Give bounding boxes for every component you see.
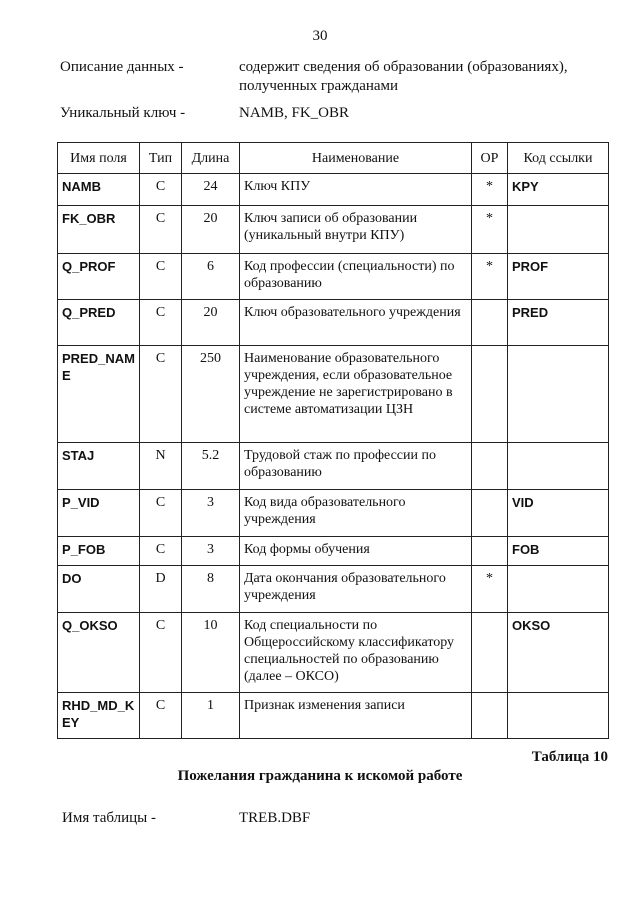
table-name-row bbox=[62, 810, 311, 827]
field-length-cell: 5.2 bbox=[182, 443, 240, 490]
field-length-cell: 10 bbox=[182, 613, 240, 693]
table-row bbox=[58, 206, 609, 254]
table-name-value: TREB.DBF bbox=[239, 810, 311, 826]
table-row bbox=[58, 346, 609, 443]
field-required-cell: * bbox=[472, 206, 508, 254]
field-required-cell bbox=[472, 490, 508, 537]
field-type-cell: C bbox=[140, 346, 182, 443]
table-row bbox=[58, 490, 609, 537]
field-length-cell: 20 bbox=[182, 206, 240, 254]
field-reference-cell bbox=[508, 443, 609, 490]
field-required-cell: * bbox=[472, 566, 508, 613]
field-description-cell: Наименование образовательного учреждения, если образовательное учреждение не зарегистрировано в системе автоматизации ЦЗН bbox=[240, 346, 472, 443]
field-type-cell: C bbox=[140, 206, 182, 254]
header-length: Длина bbox=[182, 143, 240, 174]
field-description-cell: Ключ образовательного учреждения bbox=[240, 300, 472, 346]
field-required-cell bbox=[472, 537, 508, 566]
field-length-cell: 20 bbox=[182, 300, 240, 346]
unique-key-label: Уникальный ключ - bbox=[60, 105, 186, 121]
field-required-cell bbox=[472, 346, 508, 443]
field-required-cell bbox=[472, 613, 508, 693]
field-reference-cell: PRED bbox=[508, 300, 609, 346]
field-reference-cell bbox=[508, 346, 609, 443]
field-description-cell: Трудовой стаж по профессии по образованию bbox=[240, 443, 472, 490]
field-reference-cell bbox=[508, 693, 609, 739]
field-name-cell: FK_OBR bbox=[58, 206, 140, 254]
table-name-label: Имя таблицы - bbox=[62, 810, 156, 826]
field-type-cell: C bbox=[140, 693, 182, 739]
header-required: ОР bbox=[472, 143, 508, 174]
field-description-cell: Код формы обучения bbox=[240, 537, 472, 566]
page-number: 30 bbox=[312, 28, 328, 44]
field-description-cell: Ключ записи об образовании (уникальный внутри КПУ) bbox=[240, 206, 472, 254]
field-required-cell: * bbox=[472, 174, 508, 206]
field-name-cell: P_FOB bbox=[58, 537, 140, 566]
field-length-cell: 3 bbox=[182, 490, 240, 537]
field-type-cell: C bbox=[140, 613, 182, 693]
field-name-cell: NAMB bbox=[58, 174, 140, 206]
field-required-cell bbox=[472, 443, 508, 490]
unique-key-value: NAMB, FK_OBR bbox=[239, 105, 350, 121]
field-required-cell bbox=[472, 693, 508, 739]
field-reference-cell: KPY bbox=[508, 174, 609, 206]
field-reference-cell: VID bbox=[508, 490, 609, 537]
field-name-cell: Q_PROF bbox=[58, 254, 140, 300]
field-type-cell: D bbox=[140, 566, 182, 613]
field-reference-cell bbox=[508, 206, 609, 254]
header-field-name: Имя поля bbox=[58, 143, 140, 174]
field-length-cell: 250 bbox=[182, 346, 240, 443]
field-name-cell: RHD_MD_KEY bbox=[58, 693, 140, 739]
field-required-cell: * bbox=[472, 254, 508, 300]
field-reference-cell: FOB bbox=[508, 537, 609, 566]
field-name-cell: Q_OKSO bbox=[58, 613, 140, 693]
field-type-cell: C bbox=[140, 537, 182, 566]
header-reference-code: Код ссылки bbox=[508, 143, 609, 174]
field-reference-cell bbox=[508, 566, 609, 613]
field-required-cell bbox=[472, 300, 508, 346]
field-type-cell: C bbox=[140, 174, 182, 206]
table-header-row bbox=[58, 143, 609, 174]
field-length-cell: 8 bbox=[182, 566, 240, 613]
field-name-cell: P_VID bbox=[58, 490, 140, 537]
table-row bbox=[58, 566, 609, 613]
field-description-cell: Дата окончания образовательного учреждения bbox=[240, 566, 472, 613]
description-label: Описание данных - bbox=[60, 59, 184, 75]
field-type-cell: C bbox=[140, 254, 182, 300]
field-description-cell: Код профессии (специальности) по образованию bbox=[240, 254, 472, 300]
field-description-cell: Код вида образовательного учреждения bbox=[240, 490, 472, 537]
next-table-title: Пожелания гражданина к искомой работе bbox=[177, 768, 463, 784]
field-name-cell: STAJ bbox=[58, 443, 140, 490]
fields-table bbox=[57, 142, 609, 739]
field-length-cell: 1 bbox=[182, 693, 240, 739]
field-description-cell: Код специальности по Общероссийскому классификатору специальностей по образованию (далее – ОКСО) bbox=[240, 613, 472, 693]
table-row bbox=[58, 537, 609, 566]
field-type-cell: C bbox=[140, 300, 182, 346]
field-reference-cell: OKSO bbox=[508, 613, 609, 693]
table-row bbox=[58, 613, 609, 693]
description-value: содержит сведения об образовании (образованиях), полученных гражданами bbox=[239, 59, 568, 94]
field-length-cell: 6 bbox=[182, 254, 240, 300]
field-length-cell: 24 bbox=[182, 174, 240, 206]
field-name-cell: Q_PRED bbox=[58, 300, 140, 346]
header-description: Наименование bbox=[240, 143, 472, 174]
next-table-number: Таблица 10 bbox=[531, 749, 608, 765]
field-length-cell: 3 bbox=[182, 537, 240, 566]
field-name-cell: PRED_NAME bbox=[58, 346, 140, 443]
header-type: Тип bbox=[140, 143, 182, 174]
table-row bbox=[58, 254, 609, 300]
field-name-cell: DO bbox=[58, 566, 140, 613]
field-type-cell: N bbox=[140, 443, 182, 490]
field-reference-cell: PROF bbox=[508, 254, 609, 300]
table-row bbox=[58, 693, 609, 739]
table-row bbox=[58, 300, 609, 346]
field-type-cell: C bbox=[140, 490, 182, 537]
field-description-cell: Ключ КПУ bbox=[240, 174, 472, 206]
field-description-cell: Признак изменения записи bbox=[240, 693, 472, 739]
table-row bbox=[58, 443, 609, 490]
table-row bbox=[58, 174, 609, 206]
